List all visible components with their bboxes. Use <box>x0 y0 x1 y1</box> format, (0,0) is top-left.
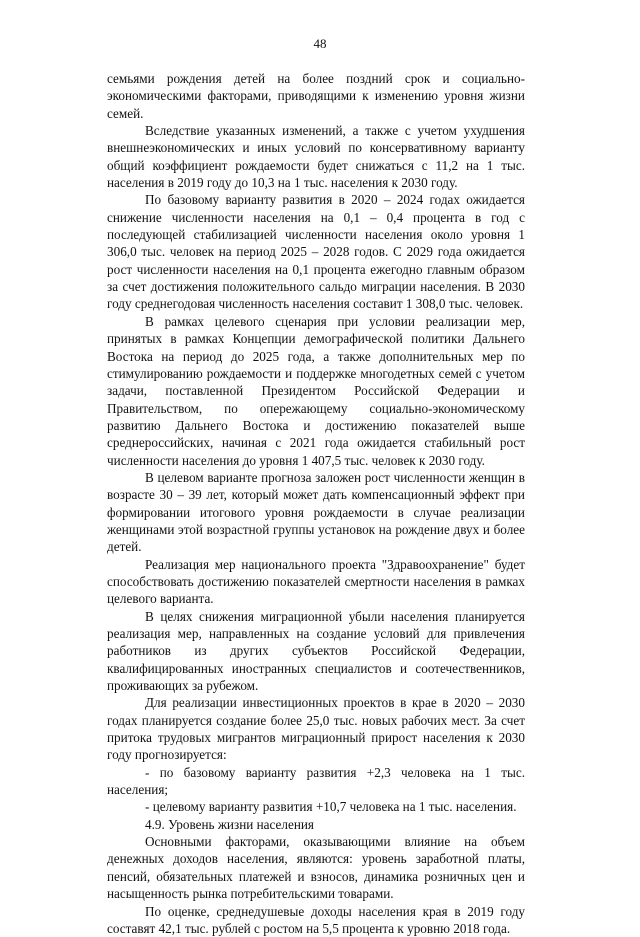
paragraph: В целевом варианте прогноза заложен рост численности женщин в возрасте 30 – 39 лет, который может дать компенсационный эффект при формировании итогового уровня рождаемости в случае реализации женщинами этой возрастной группы установок на рождение двух и более детей. <box>107 469 525 556</box>
document-body <box>107 70 525 937</box>
paragraph-continuation: семьями рождения детей на более поздний срок и социально-экономическими факторами, приводящими к изменению уровня жизни семей. <box>107 70 525 122</box>
paragraph: Основными факторами, оказывающими влияние на объем денежных доходов населения, являются: уровень заработной платы, пенсий, обязательных платежей и взносов, динамика розничных цен и насыщенность рынка потребительскими товарами. <box>107 833 525 902</box>
paragraph: В рамках целевого сценария при условии реализации мер, принятых в рамках Концепции демографической политики Дальнего Востока на период до 2025 года, а также дополнительных мер по стимулированию рождаемости и поддержке многодетных семей с учетом задачи, поставленной Президентом Российской Федерации и Правительством, по опережающему социально-экономическому развитию Дальнего Востока и достижению показателей выше среднероссийских, начиная с 2021 года ожидается стабильный рост численности населения до уровня 1 407,5 тыс. человек к 2030 году. <box>107 313 525 469</box>
section-heading: 4.9. Уровень жизни населения <box>107 816 525 833</box>
paragraph: Вследствие указанных изменений, а также с учетом ухудшения внешнеэкономических и иных условий по консервативному варианту общий коэффициент рождаемости будет снижаться с 11,2 на 1 тыс. населения в 2019 году до 10,3 на 1 тыс. населения к 2030 году. <box>107 122 525 191</box>
paragraph: По оценке, среднедушевые доходы населения края в 2019 году составят 42,1 тыс. рублей с ростом на 5,5 процента к уровню 2018 года. <box>107 903 525 937</box>
paragraph: В целях снижения миграционной убыли населения планируется реализация мер, направленных на создание условий для привлечения работников из других субъектов Российской Федерации, квалифицированных иностранных специалистов и соотечественников, проживающих за рубежом. <box>107 608 525 695</box>
paragraph: Реализация мер национального проекта "Здравоохранение" будет способствовать достижению показателей смертности населения в рамках целевого варианта. <box>107 556 525 608</box>
list-item: - по базовому варианту развития +2,3 человека на 1 тыс. населения; <box>107 764 525 799</box>
paragraph: Для реализации инвестиционных проектов в крае в 2020 – 2030 годах планируется создание более 25,0 тыс. новых рабочих мест. За счет притока трудовых мигрантов миграционный прирост населения к 2030 году прогнозируется: <box>107 694 525 763</box>
paragraph: По базовому варианту развития в 2020 – 2024 годах ожидается снижение численности населения на 0,1 – 0,4 процента в год с последующей стабилизацией численности населения около уровня 1 306,0 тыс. человек на период 2025 – 2028 годов. С 2029 года ожидается рост численности населения на 0,1 процента ежегодно главным образом за счет достижения положительного сальдо миграции населения. В 2030 году среднегодовая численность населения составит 1 308,0 тыс. человек. <box>107 191 525 312</box>
list-item: - целевому варианту развития +10,7 человека на 1 тыс. населения. <box>107 798 525 815</box>
page-number: 48 <box>0 36 640 52</box>
